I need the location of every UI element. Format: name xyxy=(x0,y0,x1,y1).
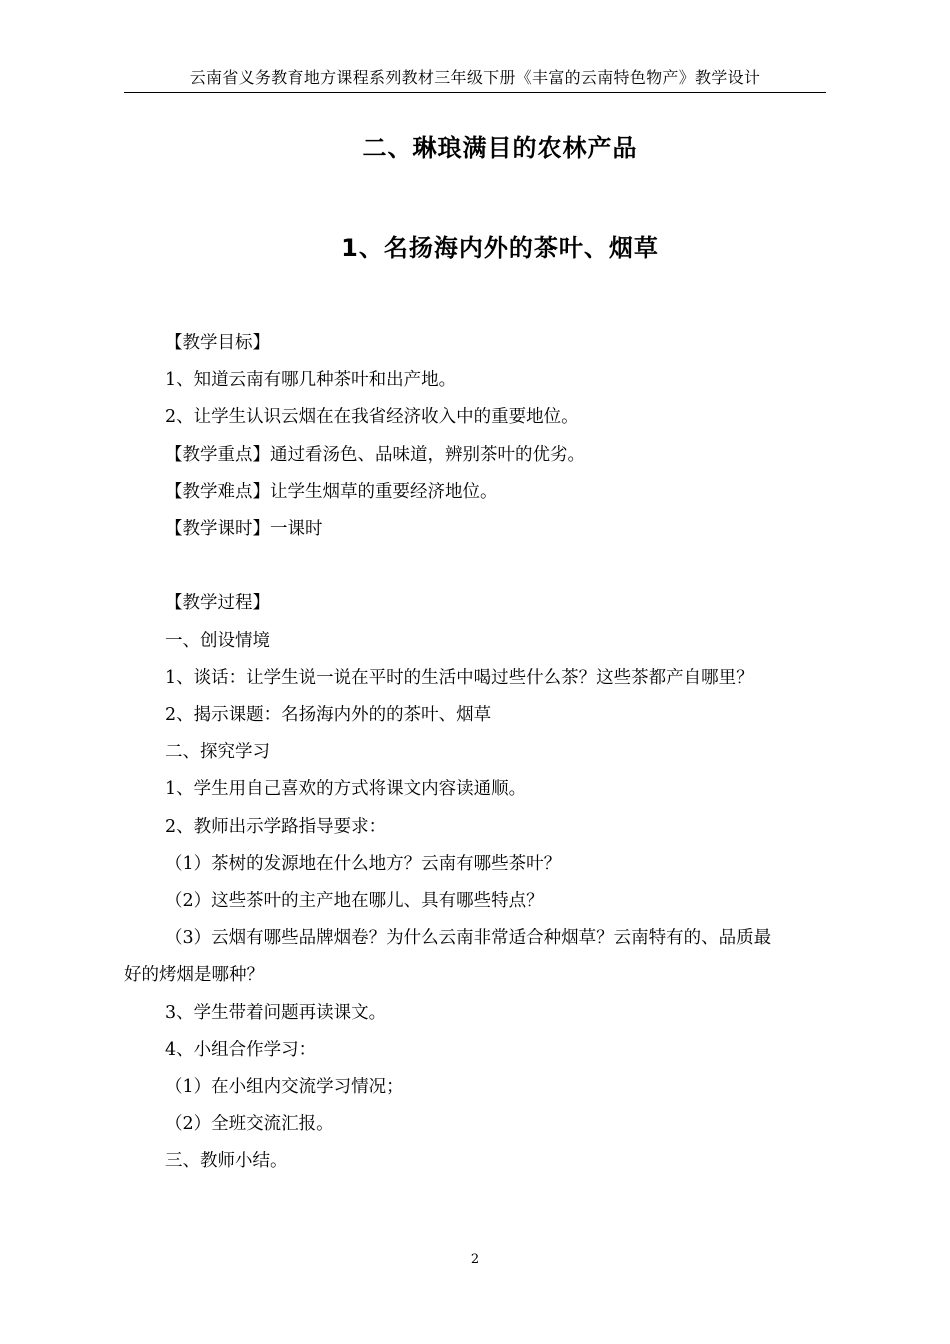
step-heading: 二、探究学习 xyxy=(165,742,270,763)
page-number: 2 xyxy=(470,1252,480,1267)
question-item-continued: 好的烤烟是哪种？ xyxy=(124,965,264,986)
difficult-point: 【教学难点】让学生烟草的重要经济地位。 xyxy=(165,481,498,502)
question-item: （1）茶树的发源地在什么地方？云南有哪些茶叶？ xyxy=(165,853,562,874)
process-heading: 【教学过程】 xyxy=(165,593,270,614)
question-item: （2）这些茶叶的主产地在哪儿、具有哪些特点？ xyxy=(165,891,544,912)
step-item: 2、揭示课题：名扬海内外的的茶叶、烟草 xyxy=(165,705,492,726)
lesson-body xyxy=(124,325,826,1181)
step-item: 2、教师出示学路指导要求： xyxy=(165,816,387,837)
section-title: 二、琳琅满目的农林产品 xyxy=(362,134,638,162)
sub-item: （1）在小组内交流学习情况； xyxy=(165,1077,404,1098)
class-hours: 【教学课时】一课时 xyxy=(165,519,323,540)
objective-item: 2、让学生认识云烟在在我省经济收入中的重要地位。 xyxy=(165,407,579,428)
step-item: 3、学生带着问题再读课文。 xyxy=(165,1002,387,1023)
step-item: 4、小组合作学习： xyxy=(165,1039,317,1060)
page-header: 云南省义务教育地方课程系列教材三年级下册《丰富的云南特色物产》教学设计 xyxy=(124,64,826,93)
step-heading: 三、教师小结。 xyxy=(165,1151,288,1172)
step-heading: 一、创设情境 xyxy=(165,630,270,651)
step-item: 1、学生用自己喜欢的方式将课文内容读通顺。 xyxy=(165,779,527,800)
lesson-title: 1、名扬海内外的茶叶、烟草 xyxy=(341,234,659,262)
question-item: （3）云烟有哪些品牌烟卷？为什么云南非常适合种烟草？云南特有的、品质最 xyxy=(165,928,772,949)
step-item: 1、谈话：让学生说一说在平时的生活中喝过些什么茶？这些茶都产自哪里？ xyxy=(165,667,754,688)
objectives-heading: 【教学目标】 xyxy=(165,333,270,353)
sub-item: （2）全班交流汇报。 xyxy=(165,1114,334,1135)
objective-item: 1、知道云南有哪几种茶叶和出产地。 xyxy=(165,370,457,391)
key-point: 【教学重点】通过看汤色、品味道，辨别茶叶的优劣。 xyxy=(165,444,585,465)
